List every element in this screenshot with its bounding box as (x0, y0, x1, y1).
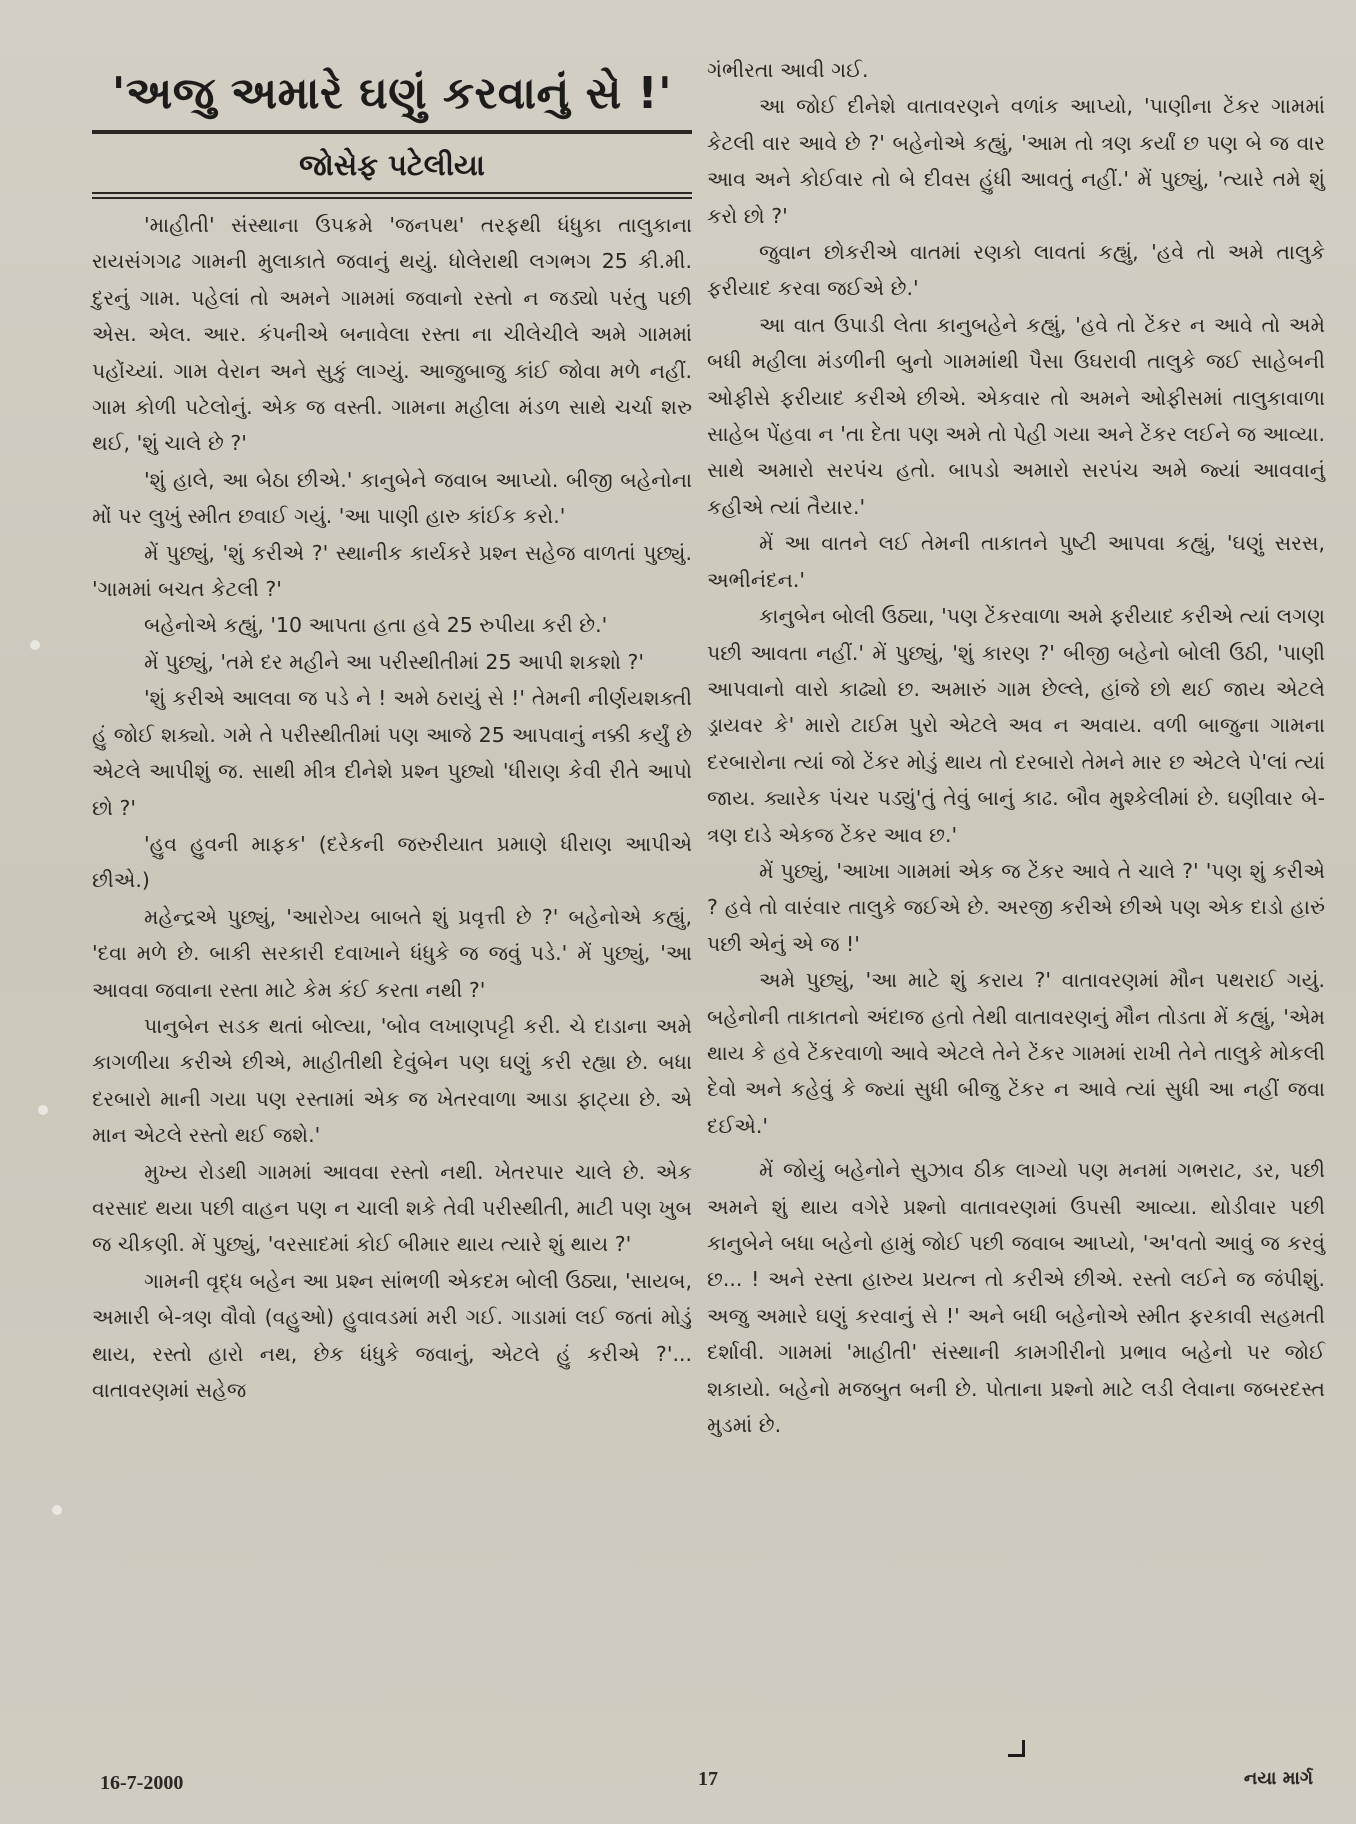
paragraph: કાનુબેન બોલી ઉઠ્યા, 'પણ ટેંકરવાળા અમે ફરીયાદ કરીએ ત્યાં લગણ પછી આવતા નહીં.' મેં પુછ્યું, 'શું કારણ ?' બીજી બહેનો બોલી ઉઠી, 'પાણી આપવાનો વારો કાઢ્યો છ. અમારું ગામ છેલ્લે, હાંજે છો થઈ જાય એટલે ડ્રાયવર કે' મારો ટાઈમ પુરો એટલે અવ ન અવાય. વળી બાજુના ગામના દરબારોના ત્યાં જો ટેંકર મોડું થાય તો દરબારો તેમને માર છ એટલે પે'લાં ત્યાં જાય. ક્યારેક પંચર પડ્યું'તું તેવું બાનું કાઢ. બૌવ મુશ્કેલીમાં છે. ઘણીવાર બે-ત્રણ દાડે એકજ ટેંકર આવ છ.' (707, 604, 1325, 847)
left-column (92, 52, 692, 1408)
article-header (92, 64, 692, 199)
page-footer (90, 1768, 1325, 1802)
paragraph: મેં પુછ્યું, 'તમે દર મહીને આ પરીસ્થીતીમાં 25 આપી શકશો ?' (144, 649, 645, 674)
paragraph: 'હુવ હુવની માફક' (દરેકની જરુરીયાત પ્રમાણે ધીરાણ આપીએ છીએ.) (92, 831, 692, 893)
paragraph: મહેન્દ્રએ પુછ્યું, 'આરોગ્ય બાબતે શું પ્રવૃત્તી છે ?' બહેનોએ કહ્યું, 'દવા મળે છે. બાકી સરકારી દવાખાને ધંધુકે જ જવું પડે.' મેં પુછ્યું, 'આ આવવા જવાના રસ્તા માટે કેમ કંઈ કરતા નથી ?' (92, 904, 692, 1002)
paper-speck (38, 1105, 48, 1115)
paragraph: જુવાન છોકરીએ વાતમાં રણકો લાવતાં કહ્યું, 'હવે તો અમે તાલુકે ફરીયાદ કરવા જઈએ છે.' (707, 240, 1325, 301)
title-rule (92, 130, 692, 134)
paragraph: મેં આ વાતને લઈ તેમની તાકાતને પુષ્ટી આપવા કહ્યું, 'ઘણું સરસ, અભીનંદન.' (707, 531, 1325, 592)
paragraph: મુખ્ય રોડથી ગામમાં આવવા રસ્તો નથી. ખેતરપાર ચાલે છે. એક વરસાદ થયા પછી વાહન પણ ન ચાલી શકે તેવી પરીસ્થીતી, માટી પણ ખુબ જ ચીકણી. મેં પુછ્યું, 'વરસાદમાં કોઈ બીમાર થાય ત્યારે શું થાય ?' (92, 1159, 692, 1257)
paragraph: બહેનોએ કહ્યું, '10 આપતા હતા હવે 25 રુપીયા કરી છે.' (144, 613, 608, 638)
article-author: જોસેફ પટેલીયા (299, 148, 485, 182)
paragraph: 'માહીતી' સંસ્થાના ઉપક્રમે 'જનપથ' તરફથી ધંધુકા તાલુકાના રાયસંગગઢ ગામની મુલાકાતે જવાનું થયું. ધોલેરાથી લગભગ 25 કી.મી. દુરનું ગામ. પહેલાં તો અમને ગામમાં જવાનો રસ્તો ન જડ્યો પરંતુ પછી એસ. એલ. આર. કંપનીએ બનાવેલા રસ્તા ના ચીલેચીલે અમે ગામમાં પહોંચ્યાં. ગામ વેરાન અને સુકું લાગ્યું. આજુબાજુ કાંઈ જોવા મળે નહીં. ગામ કોળી પટેલોનું. એક જ વસ્તી. ગામના મહીલા મંડળ સાથે ચર્ચા શરુ થઈ, 'શું ચાલે છે ?' (92, 213, 692, 456)
article-title: 'અજુ અમારે ઘણું કરવાનું સે !' (111, 68, 673, 119)
paragraph: મેં પુછ્યું, 'શું કરીએ ?' સ્થાનીક કાર્યકરે પ્રશ્ન સહેજ વાળતાં પુછ્યું. 'ગામમાં બચત કેટલી ?' (92, 540, 692, 602)
paragraph: ગંભીરતા આવી ગઈ. (707, 58, 869, 82)
page-number: 17 (698, 1768, 718, 1790)
paragraph: 'શું કરીએ આલવા જ પડે ને ! અમે ઠરાયું સે !' તેમની નીર્ણયશક્તી હું જોઈ શક્યો. ગમે તે પરીસ્થીતીમાં પણ આજે 25 આપવાનું નક્કી કર્યું છે એટલે આપીશું જ. સાથી મીત્ર દીનેશે પ્રશ્ન પુછ્યો 'ધીરાણ કેવી રીતે આપો છો ?' (92, 686, 692, 820)
paragraph: આ જોઈ દીનેશે વાતાવરણને વળાંક આપ્યો, 'પાણીના ટેંકર ગામમાં કેટલી વાર આવે છે ?' બહેનોએ કહ્યું, 'આમ તો ત્રણ કર્યાં છ પણ બે જ વાર આવ અને કોઈવાર તો બે દીવસ હુંધી આવતું નહીં.' મેં પુછ્યું, 'ત્યારે તમે શું કરો છો ?' (707, 94, 1325, 228)
paper-speck (30, 640, 40, 650)
paragraph: પાનુબેન સડક થતાં બોલ્યા, 'બોવ લખાણપટ્ટી કરી. ચે દાડાના અમે કાગળીયા કરીએ છીએ, માહીતીથી દેવુંબેન પણ ઘણું કરી રહ્યા છે. બધા દરબારો માની ગયા પણ રસ્તામાં એક જ ખેતરવાળા આડા ફાટ્યા છે. એ માન એટલે રસ્તો થઈ જશે.' (92, 1013, 692, 1148)
author-rule (92, 192, 692, 199)
issue-date: 16-7-2000 (100, 1772, 184, 1794)
paragraph: મેં જોયું બહેનોને સુઝાવ ઠીક લાગ્યો પણ મનમાં ગભરાટ, ડર, પછી અમને શું થાય વગેરે પ્રશ્નો વાતાવરણમાં ઉપસી આવ્યા. થોડીવાર પછી કાનુબેને બધા બહેનો હામું જોઈ પછી જવાબ આપ્યો, 'અ'વતો આવું જ કરવું છ... ! અને રસ્તા હારુય પ્રયત્ન તો કરીએ છીએ. રસ્તો લઈને જ જંપીશું. અજુ અમારે ઘણું કરવાનું સે !' અને બધી બહેનોએ સ્મીત ફરકાવી સહમતી દર્શાવી. ગામમાં 'માહીતી' સંસ્થાની કામગીરીનો પ્રભાવ બહેનો પર જોઈ શકાયો. બહેનો મજબુત બની છે. પોતાના પ્રશ્નો માટે લડી લેવાના જબરદસ્ત મુડમાં છે. (707, 1158, 1325, 1438)
paragraph: આ વાત ઉપાડી લેતા કાનુબહેને કહ્યું, 'હવે તો ટેંકર ન આવે તો અમે બધી મહીલા મંડળીની બુનો ગામમાંથી પૈસા ઉઘરાવી તાલુકે જઈ સાહેબની ઓફીસે ફરીયાદ કરીએ છીએ. એકવાર તો અમને ઓફીસમાં તાલુકાવાળા સાહેબ પેંહવા ન 'તા દેતા પણ અમે તો પેહી ગયા અને ટેંકર લઈને જ આવ્યા. સાથે અમારો સરપંચ હતો. બાપડો અમારો સરપંચ અમે જ્યાં આવવાનું કહીએ ત્યાં તૈયાર.' (707, 312, 1325, 519)
paragraph: 'શું હાલે, આ બેઠા છીએ.' કાનુબેને જવાબ આપ્યો. બીજી બહેનોના મોં પર લુખું સ્મીત છવાઈ ગયું. 'આ પાણી હારુ કાંઈક કરો.' (92, 467, 692, 529)
paragraph: અમે પુછ્યું, 'આ માટે શું કરાય ?' વાતાવરણમાં મૌન પથરાઈ ગયું. બહેનોની તાકાતનો અંદાજ હતો તેથી વાતાવરણનું મૌન તોડતા મેં કહ્યું, 'એમ થાય કે હવે ટેંકરવાળો આવે એટલે તેને ટેંકર ગામમાં રાખી તેને તાલુકે મોકલી દેવો અને કહેવું કે જ્યાં સુધી બીજુ ટેંકર ન આવે ત્યાં સુધી આ નહીં જવા દઈએ.' (707, 968, 1325, 1138)
magazine-name: નયા માર્ગ (1243, 1768, 1313, 1789)
paper-speck (52, 1505, 62, 1515)
right-column (707, 52, 1325, 1443)
paragraph: મેં પુછ્યું, 'આખા ગામમાં એક જ ટેંકર આવે તે ચાલે ?' 'પણ શું કરીએ ? હવે તો વારંવાર તાલુકે જઈએ છે. અરજી કરીએ છીએ પણ એક દાડો હારું પછી એનું એ જ !' (707, 858, 1325, 956)
article-end-mark (1008, 1740, 1025, 1757)
paragraph: ગામની વૃદ્ધ બહેન આ પ્રશ્ન સાંભળી એકદમ બોલી ઉઠ્યા, 'સાયબ, અમારી બે-ત્રણ વૌવો (વહુઓ) હુવાવડમાં મરી ગઈ. ગાડામાં લઈ જતાં મોડું થાય, રસ્તો હારો નથ, છેક ધંધુકે જવાનું, એટલે હું કરીએ ?'... વાતાવરણમાં સહેજ (92, 1268, 692, 1402)
